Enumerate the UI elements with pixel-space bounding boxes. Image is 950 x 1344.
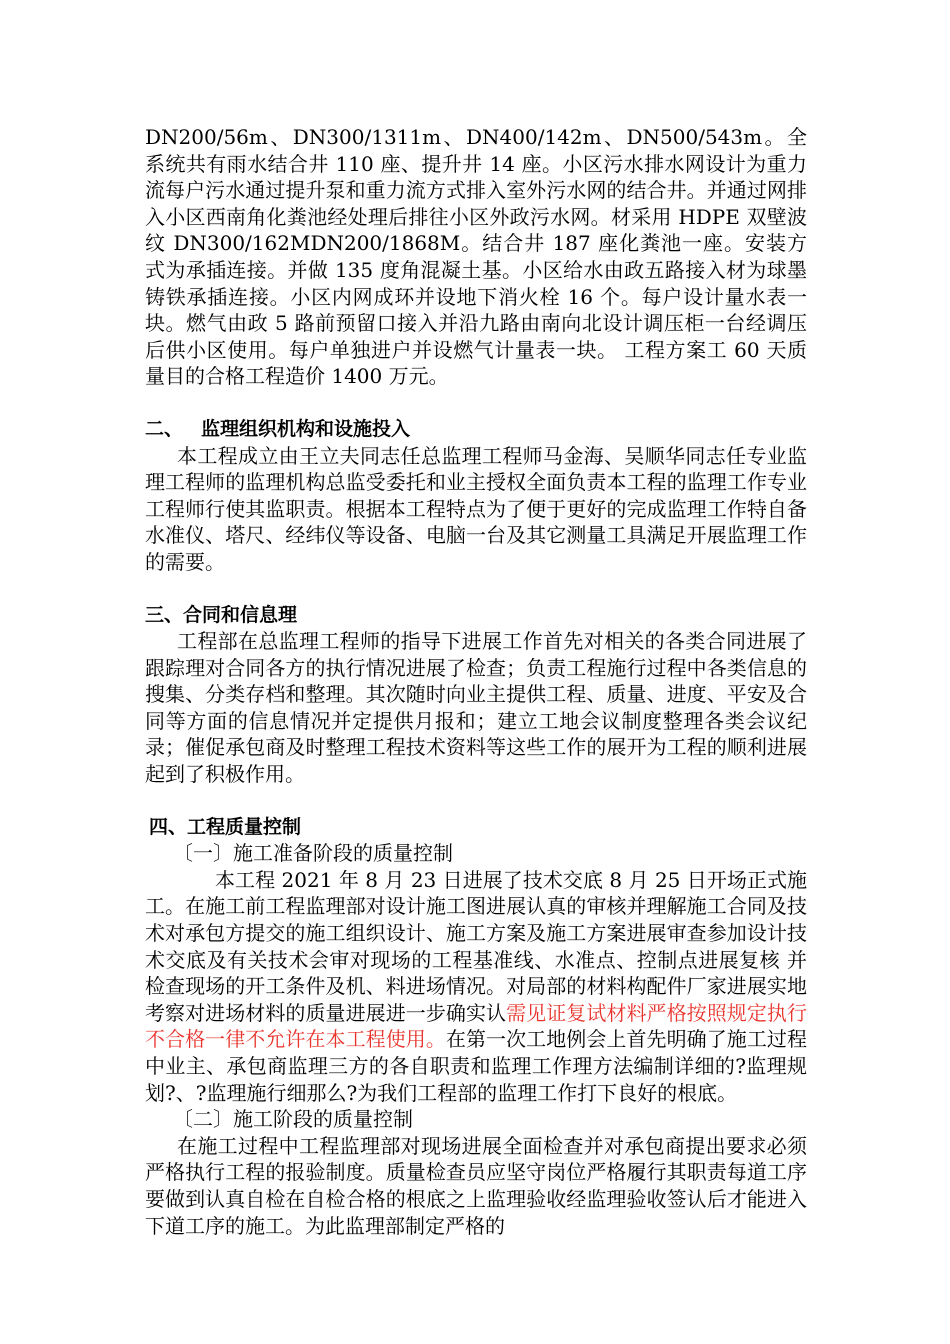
section-heading-supervision-organization	[145, 416, 807, 443]
subsection-heading-preparation-stage: 〔一〕施工准备阶段的质量控制	[173, 841, 453, 866]
construction-stage-paragraph: 在施工过程中工程监理部对现场进展全面检查并对承包商提出要求必须严格执行工程的报验制度。质量检查员应坚守岗位严格履行其职责每道工序要做到认真自检在自检合格的根底之上监理验收经监理验收签认后才能进入下道工序的施工。为此监理部制定严格的	[145, 1133, 807, 1238]
spacer	[145, 788, 807, 814]
project-overview-paragraph: DN200/56m、DN300/1311m、DN400/142m、DN500/543m。全系统共有雨水结合井 110 座、提升井 14 座。小区污水排水网设计为重力流每户污水通过提升泵和重力流方式排入室外污水网的结合井。并通过网排入小区西南角化粪池经处理后排往小区外政污水网。材采用 HDPE 双壁波纹 DN300/162MDN200/1868M。结合井 187 座化粪池一座。安装方式为承插连接。并做 135 度角混凝土基。小区给水由政五路接入材为球墨铸铁承插连接。小区内网成环并设地下消火栓 16 个。每户设计量水表一块。燃气由政 5 路前预留口接入并沿九路由南向北设计调压柜一台经调压后供小区使用。每户单独进户并设燃气计量表一块。 工程方案工 60 天质量目的合格工程造价 1400 万元。	[145, 125, 807, 389]
spacer	[145, 390, 807, 416]
section-heading-contract-information: 三、合同和信息理	[145, 603, 298, 626]
section-heading-quality-control: 四、工程质量控制	[149, 815, 302, 838]
subsection-heading-construction-stage: 〔二〕施工阶段的质量控制	[173, 1107, 413, 1132]
document-body	[145, 124, 807, 1239]
highlighted-requirement-text: 需见证复试材料严格按照规定执行不合格一律不允许在本工程使用。	[145, 1000, 807, 1052]
spacer	[145, 576, 807, 602]
section-title: 监理组织机构和设施投入	[201, 417, 411, 440]
contract-information-paragraph: 工程部在总监理工程师的指导下进展工作首先对相关的各类合同进展了跟踪理对合同各方的执行情况进展了检查；负责工程施行过程中各类信息的搜集、分类存档和整理。其次随时向业主提供工程、质量、进度、平安及合同等方面的信息情况并定提供月报和；建立工地会议制度整理各类会议纪录；催促承包商及时整理工程技术资料等这些工作的展开为工程的顺利进展起到了积极作用。	[145, 629, 807, 787]
preparation-text-b: 在第一次工地例会上首先明确了施工过程中业主、承包商监理三方的各自职责和监理工作理方法编制详细的?监理规划?、?监理施行细那么?为我们工程部的监理工作打下良好的根底。	[145, 1027, 807, 1105]
section-number: 二、	[145, 417, 184, 440]
preparation-stage-paragraph	[145, 867, 807, 1106]
preparation-text-a: 本工程 2021 年 8 月 23 日进展了技术交底 8 月 25 日开场正式施工。在施工前工程监理部对设计施工图进展认真的审核并理解施工合同及技术对承包方提交的施工组织设计、施工方案及施工方案进展审查参加设计技术交底及有关技术会审对现场的工程基准线、水准点、控制点进展复核 并检查现场的开工条件及机、料进场情况。对局部的材料构配件厂家进展实地考察对进场材料的质量进展进一步确实认	[145, 867, 807, 1025]
supervision-organization-paragraph: 本工程成立由王立夫同志任总监理工程师马金海、吴顺华同志任专业监理工程师的监理机构总监受委托和业主授权全面负责本工程的监理工作专业工程师行使其监职责。根据本工程特点为了便于更好的完成监理工作特自备水准仪、塔尺、经纬仪等设备、电脑一台及其它测量工具满足开展监理工作的需要。	[145, 443, 807, 574]
